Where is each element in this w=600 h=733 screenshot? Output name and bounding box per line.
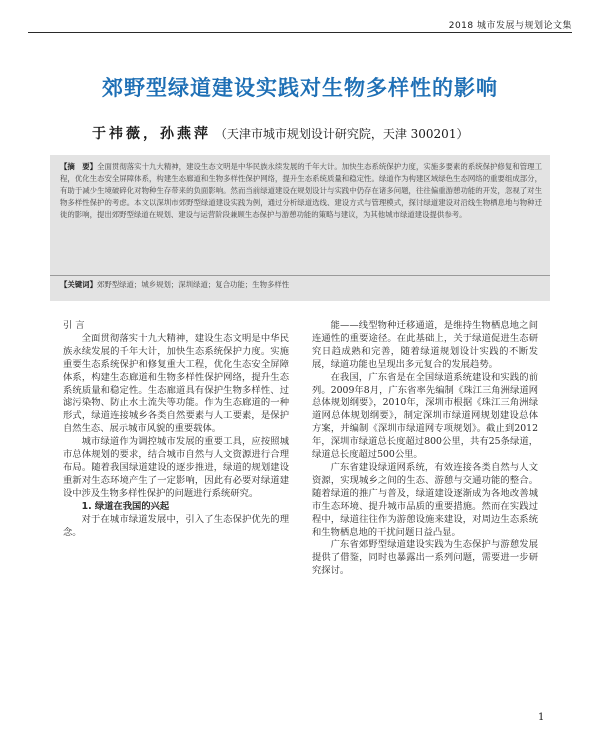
keywords-text: 郊野型绿道；城乡规划；深圳绿道；复合功能；生物多样性 — [96, 280, 290, 289]
journal-name: 2018 城市发展与规划论文集 — [448, 21, 572, 31]
article-title: 郊野型绿道建设实践对生物多样性的影响 — [102, 76, 498, 100]
abstract-text: 全面贯彻落实十九大精神，建设生态文明是中华民族永续发展的千年大计。加快生态系统保护力度，实施多要素的系统保护修复和管理工程，优化生态安全屏障体系，构建生态廊道和生物多样性保护网络，提升生态系统质量和稳定性。绿道作为构建区域绿色生态网络的重要组成部分，有助于减少生境破碎化对物种生存带来的负面影响。然而当前绿道建设在规划设计与实践中仍存在诸多问题，往往偏重游憩功能的开发，忽视了对生物多样性保护的考虑。本文以深圳市郊野型绿道建设实践为例，通过分析绿道选线、建设方式与管理模式，探讨绿道建设对沿线生物栖息地与物种迁徙的影响，提出郊野型绿道在规划、建设与运营阶段兼顾生态保护与游憩功能的策略与建议，为其他城市绿道建设提供参考。 — [60, 162, 542, 220]
left-paragraph-1: 全面贯彻落实十九大精神，建设生态文明是中华民族永续发展的千年大计，加快生态系统保护力度。实施重要生态系统保护和修复重大工程，优化生态安全屏障体系，构建生态廊道和生物多样性保护网络，提升生态系统质量和稳定性。生态廊道具有保护生物多样性、过滤污染物、防止水土流失等功能。作为生态廊道的一种形式，绿道连接城乡各类自然要素与人工要素，是保护自然生态、展示城市风貌的重要载体。 — [63, 332, 289, 435]
section-heading: 1. 绿道在我国的兴起 — [81, 500, 170, 512]
right-paragraph-2: 在我国，广东省是在全国绿道系统建设和实践的前列。2009年8月，广东省率先编制《珠江三角洲绿道网总体规划纲要》，2010年，深圳市根据《珠江三角洲绿道网总体规划纲要》，制定深圳市绿道网规划建设总体方案，并编制《深圳市绿道网专项规划》。截止到2012年，深圳市绿道总长度超过800公里，共有25条绿道，绿道总长度超过500公里。 — [312, 371, 538, 461]
page-header — [28, 18, 572, 33]
author-line — [92, 123, 468, 143]
keywords-divider — [50, 275, 550, 276]
left-paragraph-2: 城市绿道作为调控城市发展的重要工具，应按照城市总体规划的要求，结合城市自然与人文资源进行合理布局。随着我国绿道建设的逐步推进，绿道的规划建设重新对生态环境产生了一定影响，因此有必要对绿道建设中涉及生物多样性保护的问题进行系统研究。 — [63, 436, 289, 499]
right-column — [312, 320, 538, 720]
left-paragraph-3: 对于在城市绿道发展中，引入了生态保护优先的理念。 — [63, 513, 289, 538]
author-affiliation: （天津市城市规划设计研究院，天津 300201） — [214, 127, 469, 141]
abstract — [60, 161, 542, 271]
keywords-label: 【关键词】 — [60, 280, 97, 289]
left-column — [63, 320, 289, 720]
right-paragraph-4: 广东省郊野型绿道建设实践为生态保护与游憩发展提供了借鉴，同时也暴露出一系列问题，需要进一步研究探讨。 — [312, 539, 538, 577]
right-paragraph-1: 能——线型物种迁移通道，是维持生物栖息地之间连通性的重要途径。在此基础上，关于绿道促进生态研究日趋成熟和完善，随着绿道规划设计实践的不断发展，绿道功能也呈现出多元复合的发展趋势。 — [312, 320, 538, 370]
abstract-label: 【摘 要】 — [60, 162, 98, 171]
keywords — [60, 279, 542, 291]
right-paragraph-3: 广东省建设绿道网系统，有效连接各类自然与人文资源，实现城乡之间的生态、游憩与交通功能的整合。随着绿道的推广与普及，绿道建设逐渐成为各地改善城市生态环境、提升城市品质的重要措施。然而在实践过程中，绿道往往作为游憩设施来建设，对周边生态系统和生物栖息地的干扰问题日益凸显。 — [312, 461, 538, 538]
author-names: 于祎薇，孙燕萍 — [92, 126, 211, 142]
abstract-box — [50, 155, 550, 301]
page-number: 1 — [538, 712, 545, 723]
intro-heading: 引言 — [63, 320, 88, 331]
